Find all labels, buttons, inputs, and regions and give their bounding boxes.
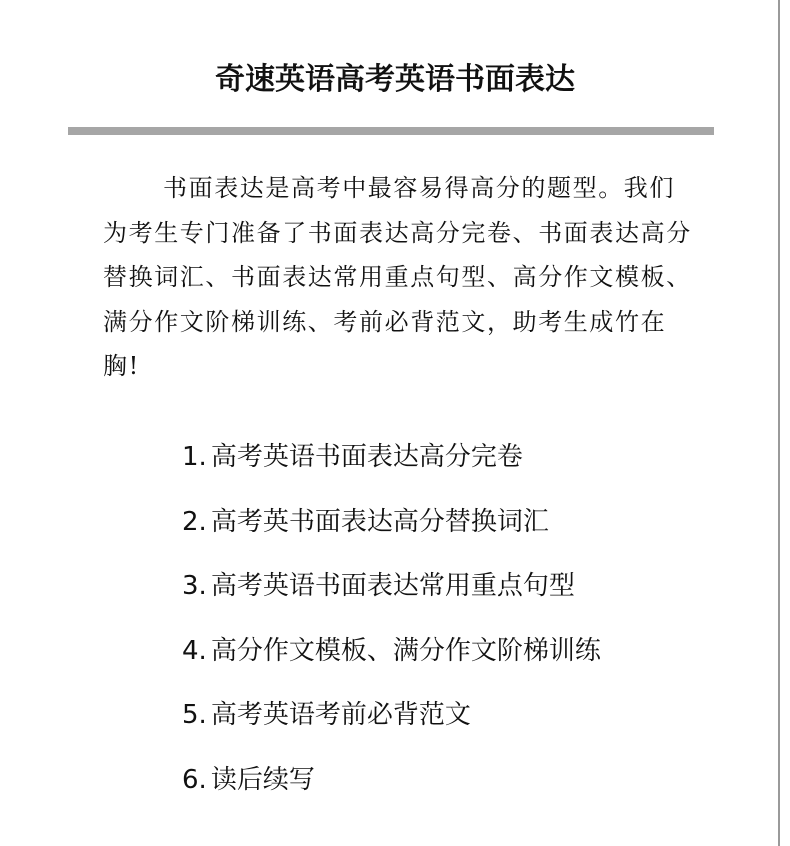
toc-item-number: 3. (182, 571, 207, 601)
toc-item-label: 高考英语书面表达高分完卷 (210, 442, 523, 472)
toc-item-number: 6. (182, 764, 207, 795)
page-edge-rule (778, 0, 780, 846)
toc-item-label: 高考英书面表达高分替换词汇 (210, 506, 549, 537)
toc-item-number: 5. (182, 700, 207, 730)
toc-item-3[interactable] (182, 559, 601, 624)
toc-item-1[interactable] (182, 430, 601, 495)
toc-item-number: 1. (182, 442, 207, 472)
toc-item-number: 4. (182, 635, 207, 666)
toc-item-label: 高考英语书面表达常用重点句型 (210, 571, 575, 601)
toc-item-label: 高考英语考前必背范文 (210, 700, 471, 730)
toc-item-label: 高分作文模板、满分作文阶梯训练 (210, 635, 601, 666)
toc-item-4[interactable] (182, 624, 601, 689)
toc-item-5[interactable] (182, 688, 601, 753)
toc-item-2[interactable] (182, 495, 601, 560)
toc-item-number: 2. (182, 506, 207, 537)
title-divider (68, 127, 714, 135)
table-of-contents (182, 430, 601, 817)
intro-paragraph: 书面表达是高考中最容易得高分的题型。我们为考生专门准备了书面表达高分完卷、书面表达高分替换词汇、书面表达常用重点句型、高分作文模板、满分作文阶梯训练、考前必背范文，助考生成竹在胸! (103, 174, 692, 380)
page-title: 奇速英语高考英语书面表达 (215, 62, 575, 97)
toc-item-6[interactable] (182, 753, 601, 818)
toc-item-label: 读后续写 (210, 764, 315, 795)
